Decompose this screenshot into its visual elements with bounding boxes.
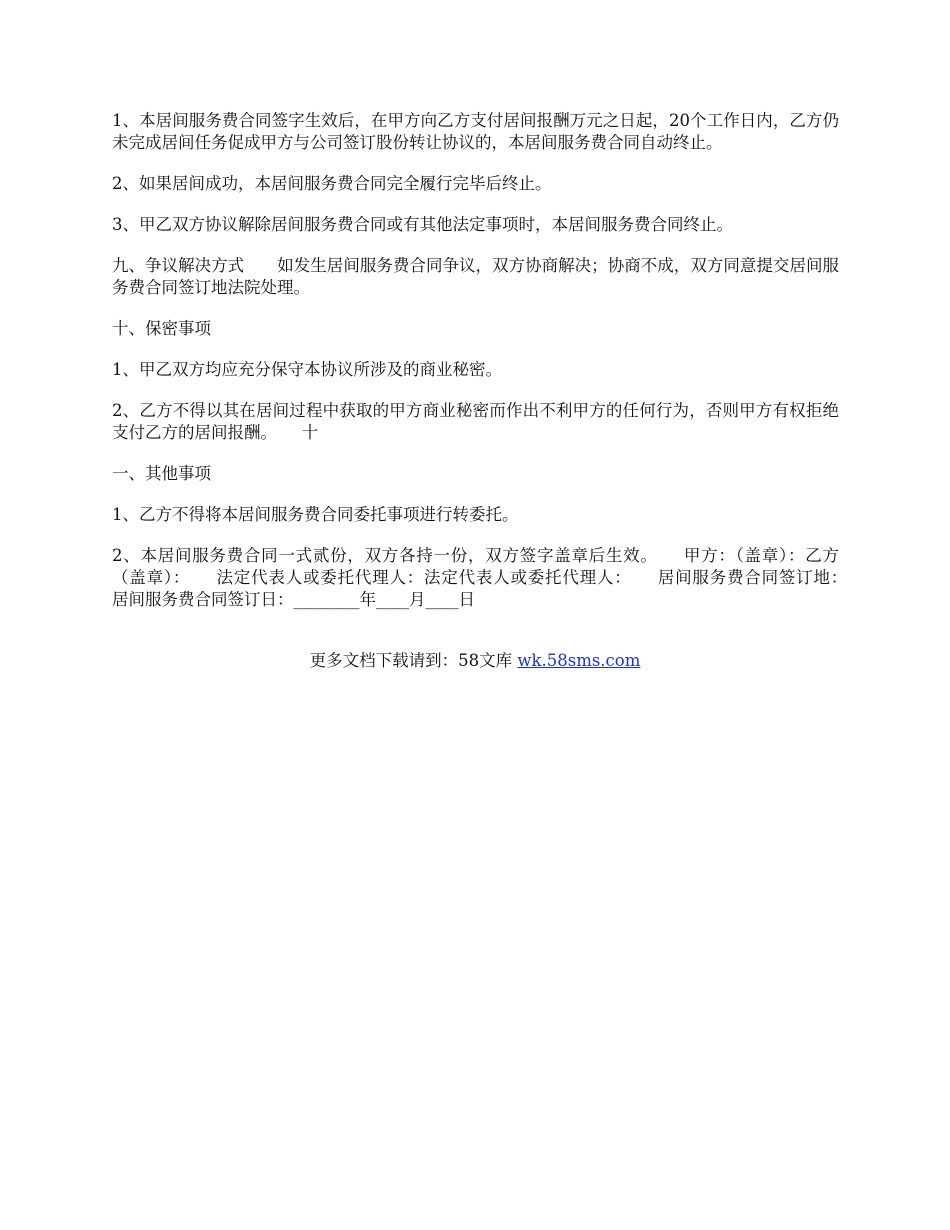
footer-text: 更多文档下载请到：58文库 [309, 651, 518, 670]
clause-confidentiality-1: 1、甲乙双方均应充分保守本协议所涉及的商业秘密。 [112, 360, 502, 379]
clause-termination-2: 2、如果居间成功，本居间服务费合同完全履行完毕后终止。 [112, 174, 552, 193]
clause-termination-3: 3、甲乙双方协议解除居间服务费合同或有其他法定事项时，本居间服务费合同终止。 [112, 215, 733, 234]
clause-other-1: 1、乙方不得将本居间服务费合同委托事项进行转委托。 [112, 505, 519, 524]
clause-other-2-signatures: 2、本居间服务费合同一式贰份，双方各持一份，双方签字盖章后生效。 甲方：（盖章）：乙方（盖章）： 法定代表人或委托代理人：法定代表人或委托代理人： 居间服务费合同签订地： 居间服务费合同签订日：________年____月____日 [112, 546, 872, 609]
section-dispute-resolution: 九、争议解决方式 如发生居间服务费合同争议，双方协商解决；协商不成，双方同意提交居间服务费合同签订地法院处理。 [112, 256, 839, 297]
document-body [112, 110, 872, 630]
section-heading-other: 一、其他事项 [112, 464, 211, 483]
clause-termination-1: 1、本居间服务费合同签字生效后，在甲方向乙方支付居间报酬万元之日起，20个工作日内，乙方仍未完成居间任务促成甲方与公司签订股份转让协议的，本居间服务费合同自动终止。 [112, 111, 839, 152]
footer-link[interactable]: wk.58sms.com [517, 651, 641, 670]
clause-confidentiality-2: 2、乙方不得以其在居间过程中获取的甲方商业秘密而作出不利甲方的任何行为，否则甲方有权拒绝支付乙方的居间报酬。 十 [112, 401, 839, 442]
section-heading-confidentiality: 十、保密事项 [112, 319, 211, 338]
download-footer [0, 650, 950, 672]
